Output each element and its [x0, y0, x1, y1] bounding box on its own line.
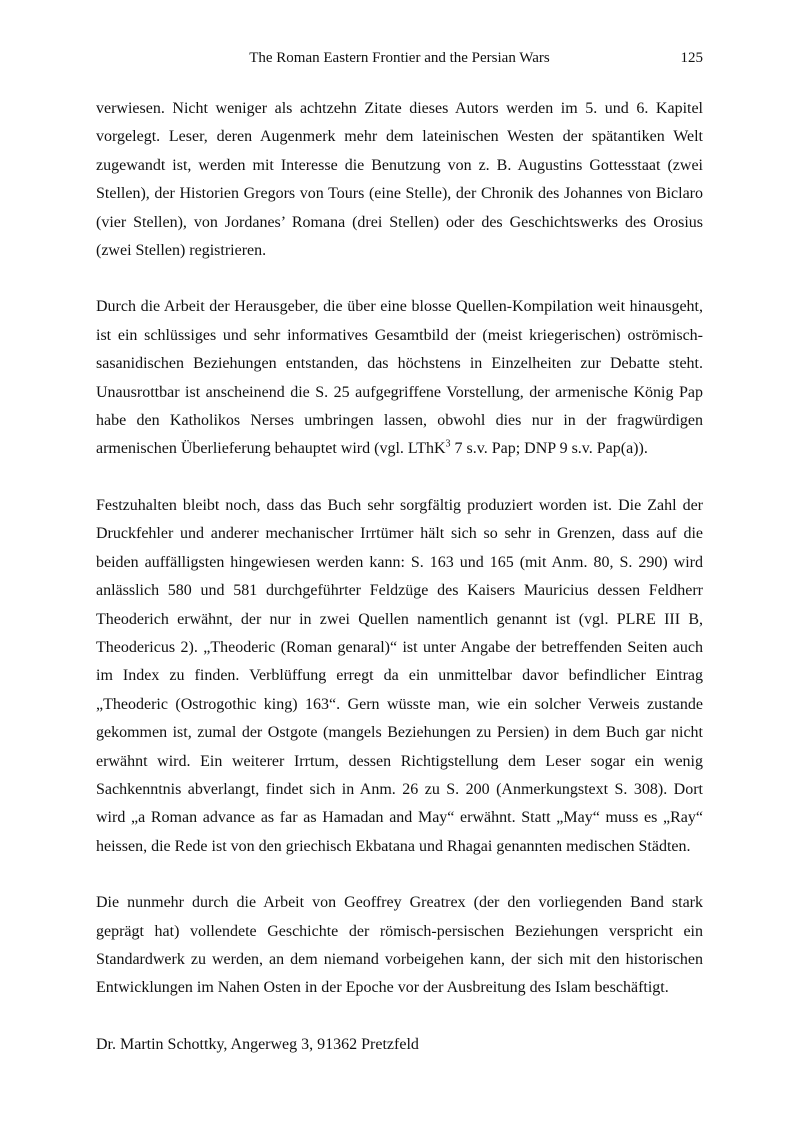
- paragraph-1-text: verwiesen. Nicht weniger als achtzehn Zitate dieses Autors werden im 5. und 6. Kapitel vorgelegt. Leser, deren Augenmerk mehr dem lateinischen Westen der spätantiken Welt zugewandt ist, werden mit Interesse die Benutzung von z. B. Augustins Gottesstaat (zwei Stellen), der Historien Gregors von Tours (eine Stelle), der Chronik des Johannes von Biclaro (vier Stellen), von Jordanes’ Romana (drei Stellen) oder des Geschichtswerks des Orosius (zwei Stellen) registrieren.: [96, 100, 703, 260]
- paragraph-2-text: Durch die Arbeit der Herausgeber, die über eine blosse Quellen-Kompilation weit hinausgeht, ist ein schlüssiges und sehr informatives Gesamtbild der (meist kriegerischen) oströmisch-sasanidischen Beziehungen entstanden, das höchstens in Einzelheiten zur Debatte steht. Unausrottbar ist anscheinend die S. 25 aufgegriffene Vorstellung, der armenische König Pap habe den Katholikos Nerses umbringen lassen, obwohl dies nur in der fragwürdigen armenischen Überlieferung behauptet wird (vgl. LThK: [96, 298, 703, 458]
- author-signature-line: Dr. Martin Schottky, Angerweg 3, 91362 Pretzfeld: [96, 1035, 419, 1053]
- paragraph-2: [96, 293, 703, 463]
- paragraph-4-text: Die nunmehr durch die Arbeit von Geoffrey Greatrex (der den vorliegenden Band stark geprägt hat) vollendete Geschichte der römisch-persischen Beziehungen verspricht ein Standardwerk zu werden, an dem niemand vorbeigehen kann, der sich mit den historischen Entwicklungen im Nahen Osten in der Epoche vor der Ausbreitung des Islam beschäftigt.: [96, 894, 703, 997]
- paragraph-3: [96, 492, 703, 861]
- page-header: [96, 48, 703, 68]
- review-body: [96, 95, 703, 1059]
- paragraph-2-text-after: 7 s.v. Pap; DNP 9 s.v. Pap(a)).: [450, 440, 648, 458]
- paragraph-4: [96, 889, 703, 1003]
- running-head-title: The Roman Eastern Frontier and the Persian Wars: [249, 50, 550, 66]
- superscript-note: 3: [445, 439, 451, 451]
- page-number: 125: [680, 50, 703, 66]
- paragraph-1: [96, 95, 703, 265]
- paragraph-3-text: Festzuhalten bleibt noch, dass das Buch sehr sorgfältig produziert worden ist. Die Zahl der Druckfehler und anderer mechanischer Irrtümer hält sich so sehr in Grenzen, dass auf die beiden auffälligsten hingewiesen werden kann: S. 163 und 165 (mit Anm. 80, S. 290) wird anlässlich 580 und 581 durchgeführter Feldzüge des Kaisers Mauricius dessen Feldherr Theoderich erwähnt, der nur in zwei Quellen namentlich genannt ist (vgl. PLRE III B, Theodericus 2). „Theoderic (Roman genaral)“ ist unter Angabe der betreffenden Seiten auch im Index zu finden. Verblüffung erregt da ein unmittelbar davor befindlicher Eintrag „Theoderic (Ostrogothic king) 163“. Gern wüsste man, wie ein solcher Verweis zustande gekommen ist, zumal der Ostgote (mangels Beziehungen zu Persien) in dem Buch gar nicht erwähnt wird. Ein weiterer Irrtum, dessen Richtigstellung dem Leser sogar ein wenig Sachkenntnis abverlangt, findet sich in Anm. 26 zu S. 200 (Anmerkungstext S. 308). Dort wird „a Roman advance as far as Hamadan and May“ erwähnt. Statt „May“ muss es „Ray“ heissen, die Rede ist von den griechisch Ekbatana und Rhagai genannten medischen Städten.: [96, 496, 703, 855]
